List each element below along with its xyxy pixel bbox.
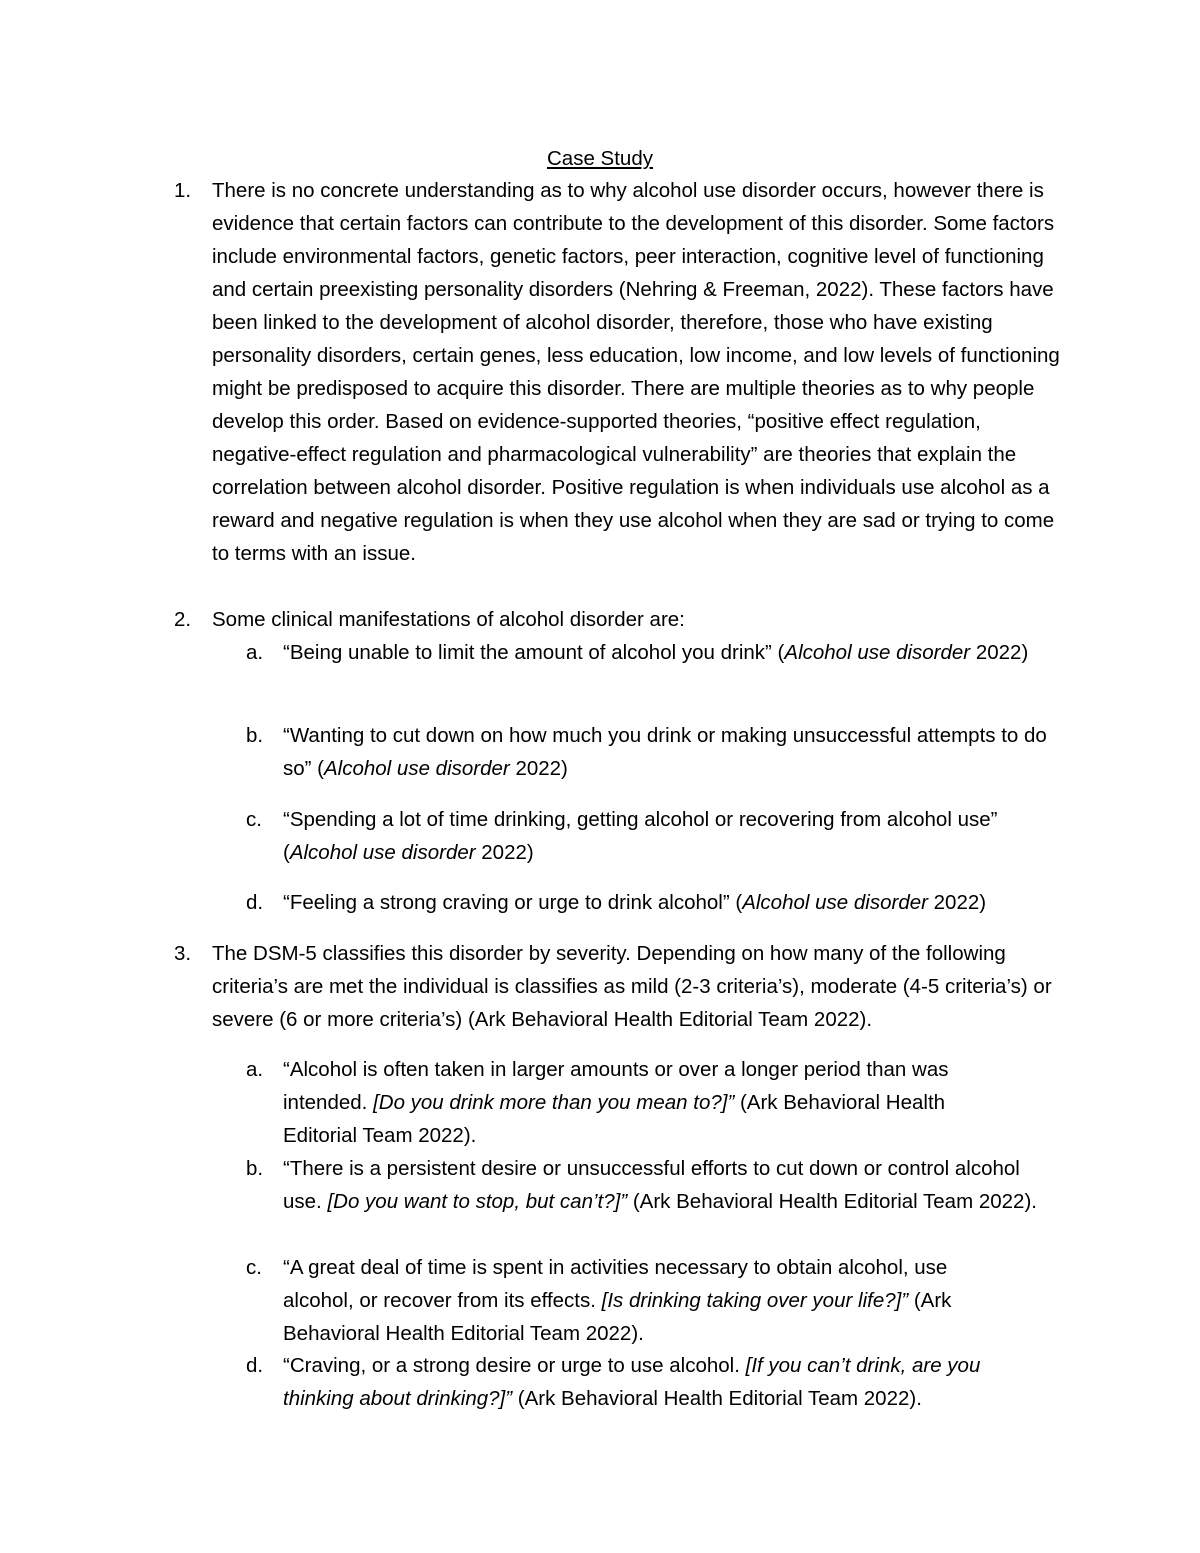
sub-item-text: “A great deal of time is spent in activities necessary to obtain alcohol, use alcohol, or recover from its effects. [Is drinking taking over your life?]” (Ark Behavioral Health Editorial Team 2022). (283, 1256, 952, 1345)
sub-letter: c. (246, 808, 262, 831)
sub-letter: a. (246, 1058, 264, 1081)
sub-item-text: “There is a persistent desire or unsuccessful efforts to cut down or control alcohol use. [Do you want to stop, but can’t?]” (Ark Behavioral Health Editorial Team 2022). (283, 1157, 1037, 1213)
sub-letter: c. (246, 1256, 262, 1279)
list-number: 1. (174, 179, 192, 202)
sub-letter: a. (246, 641, 264, 664)
sub-item-text: “Wanting to cut down on how much you drink or making unsuccessful attempts to do so” (Alcohol use disorder 2022) (283, 724, 1047, 780)
sub-letter: d. (246, 891, 264, 914)
list-number: 3. (174, 942, 192, 965)
sub-item-text: “Spending a lot of time drinking, getting alcohol or recovering from alcohol use” (Alcohol use disorder 2022) (283, 808, 998, 864)
sub-letter: b. (246, 724, 264, 747)
list-item-text: The DSM-5 classifies this disorder by severity. Depending on how many of the following criteria’s are met the individual is classifies as mild (2-3 criteria’s), moderate (4-5 criteria’s) or severe (6 or more criteria’s) (Ark Behavioral Health Editorial Team 2022). (212, 942, 1052, 1031)
sub-letter: b. (246, 1157, 264, 1180)
sub-item-text: “Feeling a strong craving or urge to drink alcohol” (Alcohol use disorder 2022) (283, 891, 987, 914)
sub-item-text: “Alcohol is often taken in larger amounts or over a longer period than was intended. [Do you drink more than you mean to?]” (Ark Behavioral Health Editorial Team 2022). (283, 1058, 949, 1147)
list-item-text: There is no concrete understanding as to why alcohol use disorder occurs, however there is evidence that certain factors can contribute to the development of this disorder. Some factors include environmental factors, genetic factors, peer interaction, cognitive level of functioning and certain preexisting personality disorders (Nehring & Freeman, 2022). These factors have been linked to the development of alcohol disorder, therefore, those who have existing personality disorders, certain genes, less education, low income, and low levels of functioning might be predisposed to acquire this disorder. There are multiple theories as to why people develop this order. Based on evidence-supported theories, “positive effect regulation, negative-effect regulation and pharmacological vulnerability” are theories that explain the correlation between alcohol disorder. Positive regulation is when individuals use alcohol as a reward and negative regulation is when they use alcohol when they are sad or trying to come to terms with an issue. (212, 179, 1060, 565)
page-title: Case Study (547, 147, 653, 170)
sub-item-text: “Being unable to limit the amount of alcohol you drink” (Alcohol use disorder 2022) (283, 641, 1029, 664)
list-item-text: Some clinical manifestations of alcohol disorder are: (212, 608, 685, 631)
sub-letter: d. (246, 1354, 264, 1377)
sub-item-text: “Craving, or a strong desire or urge to use alcohol. [If you can’t drink, are you thinking about drinking?]” (Ark Behavioral Health Editorial Team 2022). (283, 1354, 981, 1410)
list-number: 2. (174, 608, 192, 631)
